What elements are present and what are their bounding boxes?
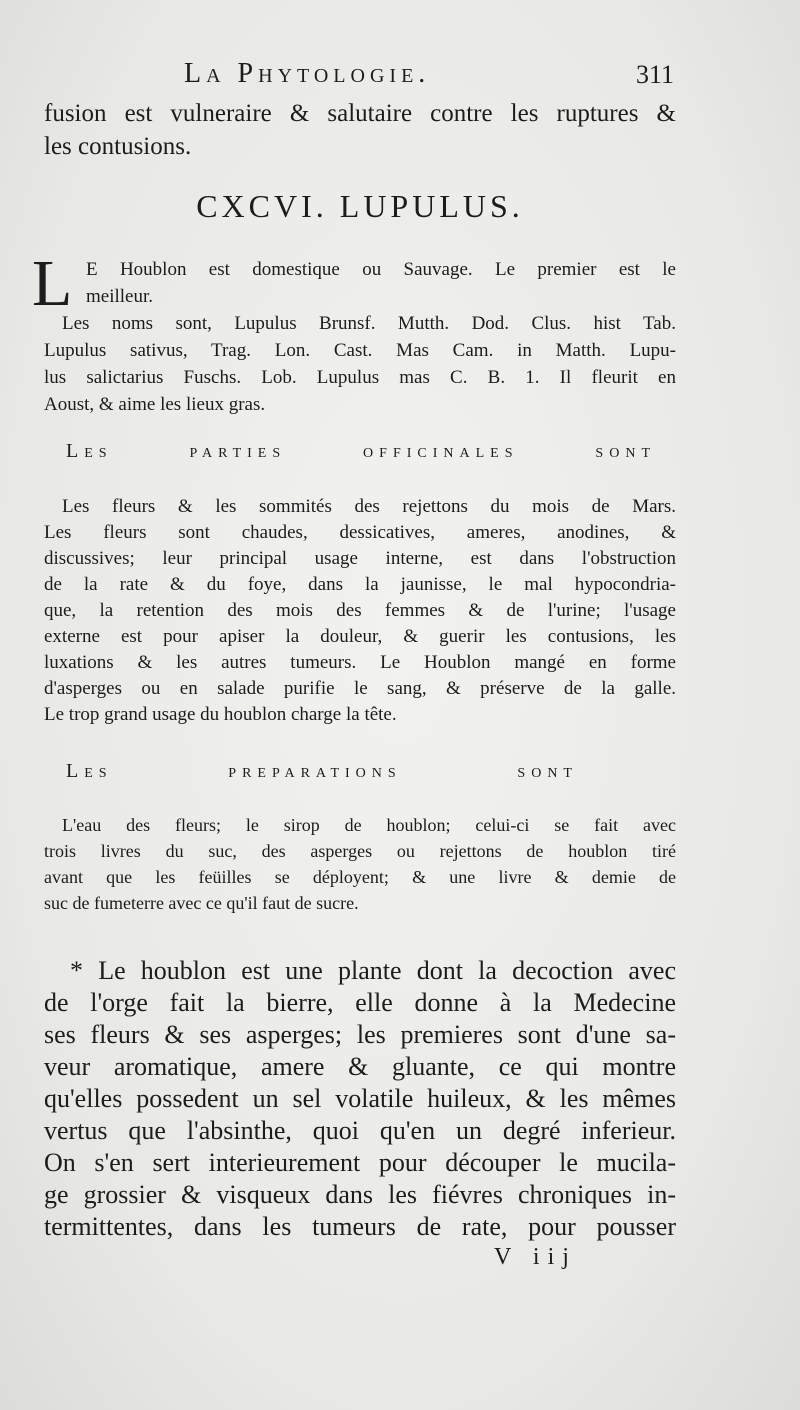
text-line: suc de fumeterre avec ce qu'il faut de sucre. bbox=[44, 893, 359, 913]
text-line: veur aromatique, amere & gluante, ce qui montre bbox=[44, 1052, 676, 1081]
text-line: que, la retention des mois des femmes & de l'urine; l'usage bbox=[44, 600, 676, 621]
intro-paragraph bbox=[32, 247, 676, 418]
text-line: ge grossier & visqueux dans les fiévres chroniques in- bbox=[44, 1180, 676, 1209]
text-line: Les fleurs & les sommités des rejettons du mois de Mars. bbox=[62, 496, 676, 517]
text-line: E Houblon est domestique ou Sauvage. Le premier est le bbox=[86, 259, 676, 280]
text-line: Les noms sont, Lupulus Brunsf. Mutth. Dod. Clus. hist Tab. bbox=[62, 313, 676, 334]
running-title: La Phytologie. bbox=[184, 58, 431, 89]
subheading-preparations: Les preparations sont bbox=[66, 760, 578, 782]
text-line: termittentes, dans les tumeurs de rate, pour pousser bbox=[44, 1212, 676, 1241]
text-line: fusion est vulneraire & salutaire contre les ruptures & bbox=[44, 100, 676, 127]
text-line: de la rate & du foye, dans la jaunisse, le mal hypocondria- bbox=[44, 574, 676, 595]
preparations-paragraph bbox=[44, 812, 676, 916]
text-line: les contusions. bbox=[44, 133, 192, 160]
text-line: Lupulus sativus, Trag. Lon. Cast. Mas Cam. in Matth. Lupu- bbox=[44, 340, 676, 361]
text-line: On s'en sert interieurement pour découper le mucila- bbox=[44, 1148, 676, 1177]
drop-cap: L bbox=[32, 247, 73, 320]
running-head bbox=[44, 58, 676, 94]
text-line: meilleur. bbox=[86, 286, 154, 307]
text-line: avant que les feüilles se déployent; & une livre & demie de bbox=[44, 867, 676, 887]
text-line: lus salictarius Fuschs. Lob. Lupulus mas C. B. 1. Il fleurit en bbox=[44, 367, 676, 388]
text-line: L'eau des fleurs; le sirop de houblon; celui-ci se fait avec bbox=[62, 815, 676, 835]
text-line: trois livres du suc, des asperges ou rejettons de houblon tiré bbox=[44, 841, 676, 861]
text-line: discussives; leur principal usage interne, est dans l'obstruction bbox=[44, 548, 676, 569]
text-line: de l'orge fait la bierre, elle donne à la Medecine bbox=[44, 988, 676, 1017]
continuation-paragraph bbox=[44, 97, 676, 163]
text-line: d'asperges ou en salade purifie le sang, & préserve de la galle. bbox=[44, 678, 676, 699]
text-line: Le trop grand usage du houblon charge la tête. bbox=[44, 704, 397, 725]
officinales-paragraph bbox=[44, 494, 676, 728]
text-line: qu'elles possedent un sel volatile huileux, & les mêmes bbox=[44, 1084, 676, 1113]
text-line: Les fleurs sont chaudes, dessicatives, ameres, anodines, & bbox=[44, 522, 676, 543]
text-line: luxations & les autres tumeurs. Le Houblon mangé en forme bbox=[44, 652, 676, 673]
text-line: externe est pour apiser la douleur, & guerir les contusions, les bbox=[44, 626, 676, 647]
subheading-officinales: Les parties officinales sont bbox=[66, 440, 656, 462]
page-number: 311 bbox=[635, 60, 674, 89]
text-line: Aoust, & aime les lieux gras. bbox=[44, 394, 266, 415]
signature-mark: V iij bbox=[494, 1244, 577, 1270]
text-line: vertus que l'absinthe, quoi qu'en un degré inferieur. bbox=[44, 1116, 676, 1145]
text-line: * Le houblon est une plante dont la decoction avec bbox=[70, 956, 676, 985]
text-line: ses fleurs & ses asperges; les premieres sont d'une sa- bbox=[44, 1020, 676, 1049]
note-paragraph bbox=[44, 955, 676, 1243]
section-heading: CXCVI. LUPULUS. bbox=[196, 188, 524, 224]
